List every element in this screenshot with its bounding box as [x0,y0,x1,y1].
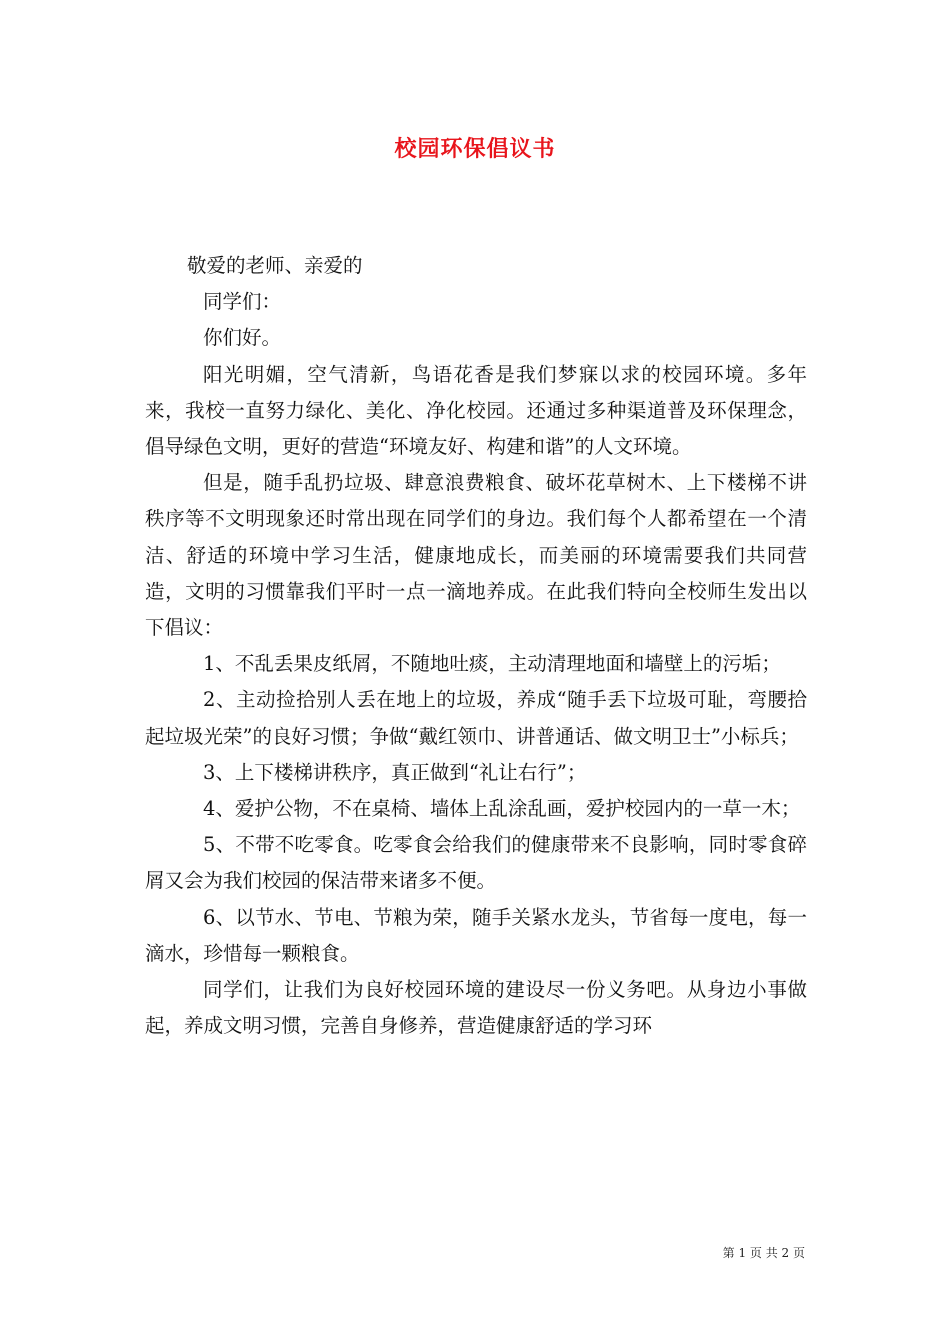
salutation-line-1: 敬爱的老师、亲爱的 [187,254,363,277]
closing-paragraph: 同学们，让我们为良好校园环境的建设尽一份义务吧。从身边小事做起，养成文明习惯，完善自身修养，营造健康舒适的学习环 [145,978,807,1038]
proposal-item: 3、上下楼梯讲秩序，真正做到“礼让右行”； [203,760,587,784]
proposal-item: 4、爱护公物，不在桌椅、墙体上乱涂乱画，爱护校园内的一草一木； [203,797,801,821]
greeting: 你们好。 [203,326,282,350]
proposal-item: 6、以节水、节电、节粮为荣，随手关紧水龙头，节省每一度电，每一滴水，珍惜每一颗粮食。 [145,905,807,965]
paragraph: 阳光明媚，空气清新，鸟语花香是我们梦寐以求的校园环境。多年来，我校一直努力绿化、美化、净化校园。还通过多种渠道普及环保理念，倡导绿色文明，更好的营造“环境友好、构建和谐”的人文环境。 [145,362,807,459]
document-body [145,248,807,1044]
page-indicator: 第 1 页 共 2 页 [722,1246,805,1260]
proposal-item: 1、不乱丢果皮纸屑，不随地吐痰，主动清理地面和墙壁上的污垢； [203,652,781,676]
document-title: 校园环保倡议书 [394,136,556,162]
paragraph: 但是，随手乱扔垃圾、肆意浪费粮食、破坏花草树木、上下楼梯不讲秩序等不文明现象还时常出现在同学们的身边。我们每个人都希望在一个清洁、舒适的环境中学习生活，健康地成长，而美丽的环境需要我们共同营造，文明的习惯靠我们平时一点一滴地养成。在此我们特向全校师生发出以下倡议： [145,471,807,640]
proposal-item: 5、不带不吃零食。吃零食会给我们的健康带来不良影响，同时零食碎屑又会为我们校园的保洁带来诸多不便。 [145,833,807,893]
proposal-item: 2、主动捡拾别人丢在地上的垃圾，养成“随手丢下垃圾可耻，弯腰拾起垃圾光荣”的良好习惯；争做“戴红领巾、讲普通话、做文明卫士”小标兵； [145,688,807,748]
salutation-line-2: 同学们： [203,290,282,314]
